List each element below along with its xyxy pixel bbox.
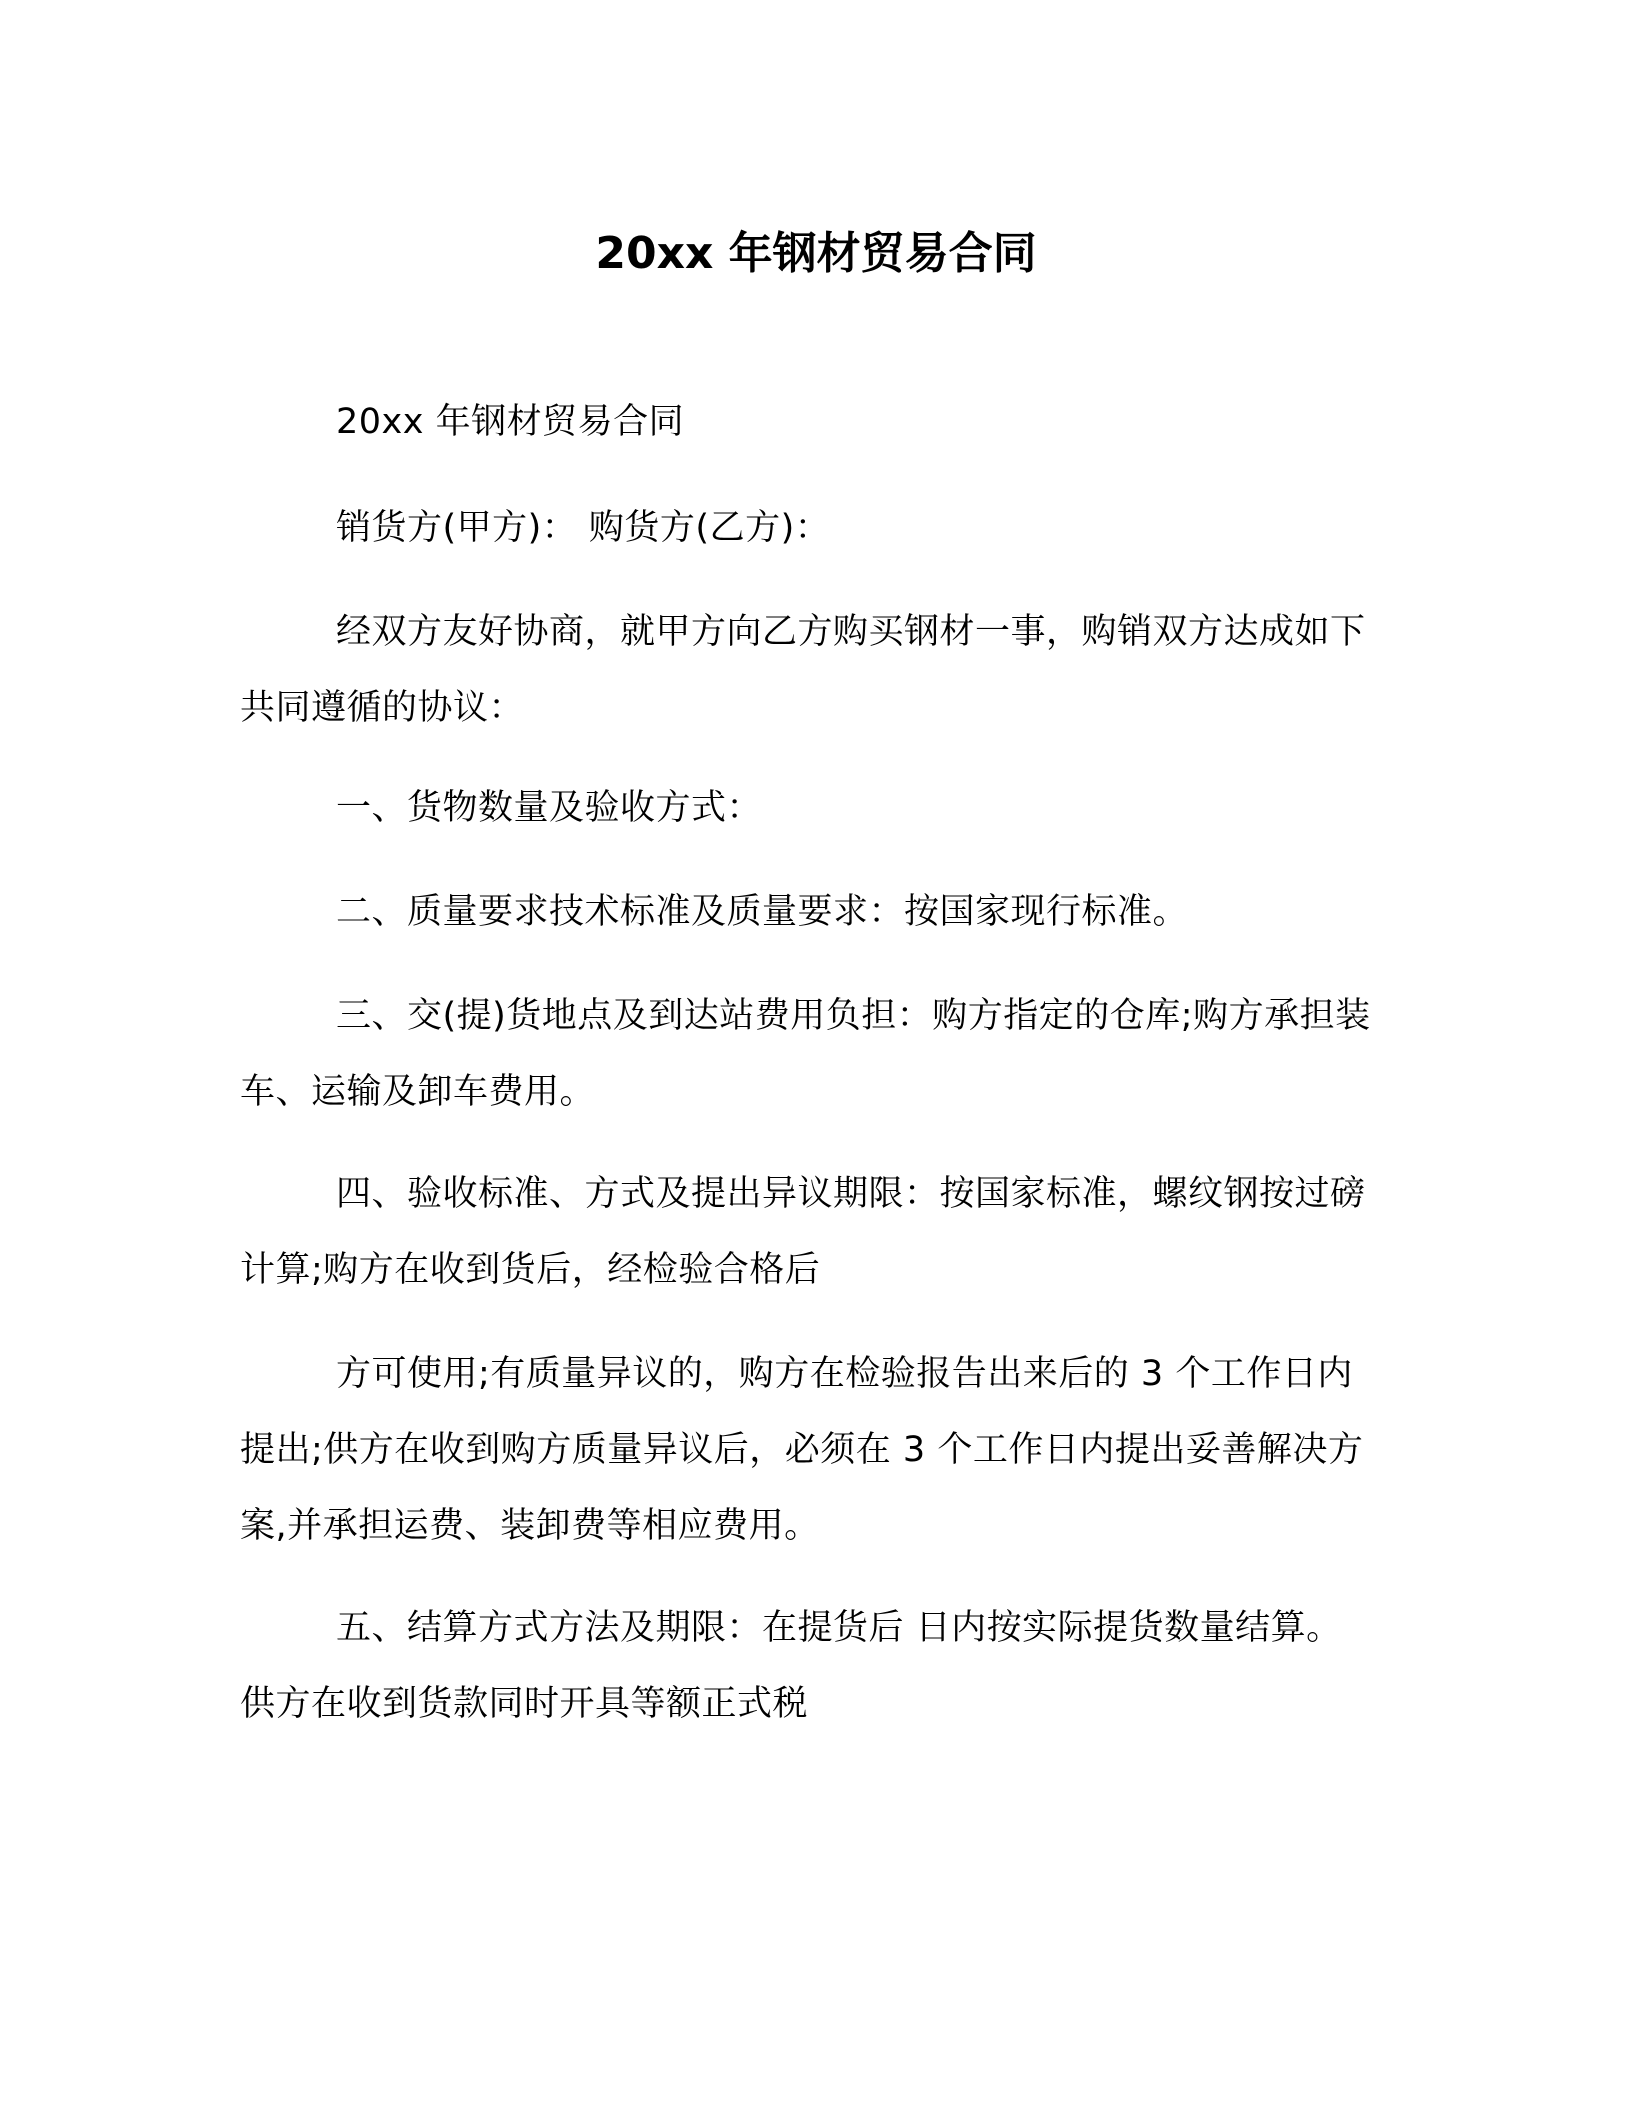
document-title: 20xx 年钢材贸易合同	[595, 228, 1037, 279]
paragraph-clause-1: 一、货物数量及验收方式：	[336, 788, 763, 828]
paragraph-clause-3: 三、交(提)货地点及到达站费用负担：购方指定的仓库;购方承担装车、运输及卸车费用。	[240, 996, 1371, 1112]
paragraph-clause-4: 四、验收标准、方式及提出异议期限：按国家标准，螺纹钢按过磅计算;购方在收到货后，经检验合格后	[240, 1174, 1366, 1290]
paragraph-subtitle: 20xx 年钢材贸易合同	[336, 402, 685, 442]
paragraph-clause-5: 五、结算方式方法及期限：在提货后 日内按实际提货数量结算。供方在收到货款同时开具等额正式税	[240, 1608, 1342, 1724]
paragraph-preamble: 经双方友好协商，就甲方向乙方购买钢材一事，购销双方达成如下共同遵循的协议：	[240, 612, 1366, 728]
paragraph-parties: 销货方(甲方)： 购货方(乙方)：	[336, 508, 831, 548]
paragraph-clause-4-continued: 方可使用;有质量异议的，购方在检验报告出来后的 3 个工作日内提出;供方在收到购方质量异议后，必须在 3 个工作日内提出妥善解决方案,并承担运费、装卸费等相应费用。	[240, 1354, 1364, 1546]
paragraph-clause-2: 二、质量要求技术标准及质量要求：按国家现行标准。	[336, 892, 1189, 932]
